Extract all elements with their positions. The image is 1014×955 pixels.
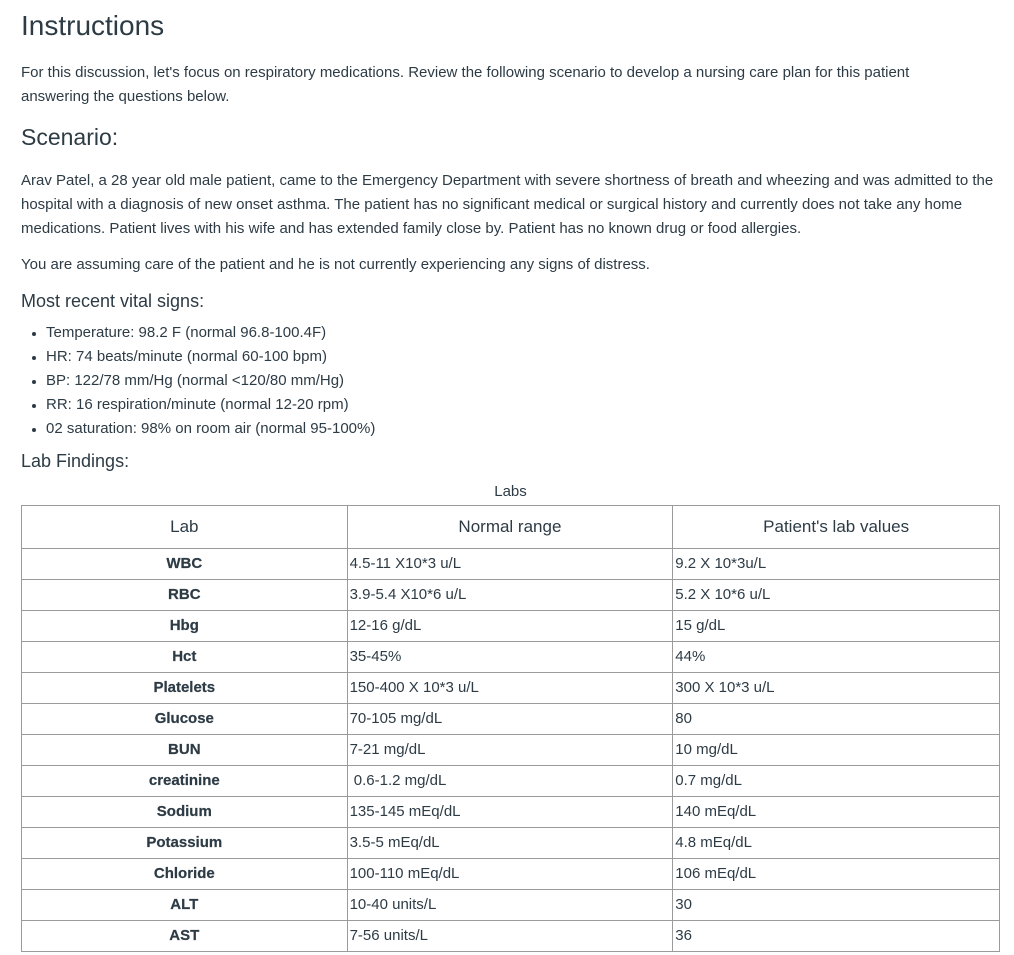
table-row	[22, 797, 1000, 828]
normal-range-cell: 100-110 mEq/dL	[347, 859, 673, 890]
lab-name-cell	[22, 642, 348, 673]
normal-range-cell: 12-16 g/dL	[347, 611, 673, 642]
lab-name-cell	[22, 549, 348, 580]
lab-name: Glucose	[154, 710, 214, 727]
vitals-list	[21, 321, 375, 441]
vital-item-o2-saturation: 02 saturation: 98% on room air (normal 95-100%)	[21, 417, 375, 441]
table-row	[22, 921, 1000, 952]
table-row	[22, 704, 1000, 735]
lab-name: Hbg	[169, 617, 199, 634]
assuming-care-paragraph: You are assuming care of the patient and he is not currently experiencing any signs of distress.	[21, 256, 650, 273]
patient-value-cell: 15 g/dL	[673, 611, 1000, 642]
patient-value-cell: 0.7 mg/dL	[673, 766, 1000, 797]
table-row	[22, 859, 1000, 890]
normal-range-cell: 135-145 mEq/dL	[347, 797, 673, 828]
normal-range-cell: 10-40 units/L	[347, 890, 673, 921]
normal-range-cell: 4.5-11 X10*3 u/L	[347, 549, 673, 580]
lab-name-cell	[22, 859, 348, 890]
patient-value-cell: 300 X 10*3 u/L	[673, 673, 1000, 704]
labs-table-body	[22, 549, 1000, 952]
table-row	[22, 549, 1000, 580]
lab-name-cell	[22, 890, 348, 921]
lab-name: Platelets	[153, 679, 216, 696]
column-header-patient-values: Patient's lab values	[673, 506, 1000, 549]
vital-item-heart-rate: HR: 74 beats/minute (normal 60-100 bpm)	[21, 345, 375, 369]
table-row	[22, 611, 1000, 642]
page-title: Instructions	[21, 10, 165, 41]
lab-name: Hct	[172, 648, 197, 665]
lab-name: Sodium	[156, 803, 212, 820]
lab-name-cell	[22, 766, 348, 797]
normal-range-cell: 7-21 mg/dL	[347, 735, 673, 766]
table-row	[22, 828, 1000, 859]
patient-value-cell: 36	[673, 921, 1000, 952]
lab-name: Chloride	[153, 865, 215, 882]
table-row	[22, 673, 1000, 704]
normal-range-cell: 70-105 mg/dL	[347, 704, 673, 735]
lab-findings-heading: Lab Findings:	[21, 451, 130, 471]
lab-name-cell	[22, 735, 348, 766]
table-caption: Labs	[494, 483, 527, 500]
table-row	[22, 766, 1000, 797]
lab-name-cell	[22, 611, 348, 642]
lab-name: BUN	[168, 741, 201, 758]
normal-range-cell: 150-400 X 10*3 u/L	[347, 673, 673, 704]
table-row	[22, 890, 1000, 921]
lab-name: ALT	[170, 896, 199, 913]
column-header-normal-range: Normal range	[347, 506, 673, 549]
lab-name-cell	[22, 580, 348, 611]
patient-value-cell: 30	[673, 890, 1000, 921]
normal-range-cell: 35-45%	[347, 642, 673, 673]
lab-name-cell	[22, 673, 348, 704]
intro-paragraph: For this discussion, let's focus on respiratory medications. Review the following scenario to develop a nursing care plan for this patient answering the questions below.	[21, 64, 910, 105]
lab-name: RBC	[168, 586, 201, 603]
patient-value-cell: 80	[673, 704, 1000, 735]
vital-item-blood-pressure: BP: 122/78 mm/Hg (normal <120/80 mm/Hg)	[21, 369, 375, 393]
scenario-heading: Scenario:	[21, 124, 119, 150]
patient-value-cell: 9.2 X 10*3u/L	[673, 549, 1000, 580]
patient-value-cell: 4.8 mEq/dL	[673, 828, 1000, 859]
labs-table	[21, 505, 1000, 952]
normal-range-cell: 0.6-1.2 mg/dL	[347, 766, 673, 797]
lab-name-cell	[22, 828, 348, 859]
lab-name-cell	[22, 704, 348, 735]
vital-item-temperature: Temperature: 98.2 F (normal 96.8-100.4F)	[21, 321, 375, 345]
patient-value-cell: 10 mg/dL	[673, 735, 1000, 766]
table-header-row	[22, 506, 1000, 549]
normal-range-cell: 7-56 units/L	[347, 921, 673, 952]
lab-name: AST	[169, 927, 200, 944]
vital-item-respiration-rate: RR: 16 respiration/minute (normal 12-20 rpm)	[21, 393, 375, 417]
patient-value-cell: 5.2 X 10*6 u/L	[673, 580, 1000, 611]
scenario-paragraph: Arav Patel, a 28 year old male patient, came to the Emergency Department with severe shortness of breath and wheezing and was admitted to the hospital with a diagnosis of new onset asthma. The patient has no significant medical or surgical history and currently does not take any home medications. Patient lives with his wife and has extended family close by. Patient has no known drug or food allergies.	[21, 172, 994, 237]
vitals-heading: Most recent vital signs:	[21, 291, 205, 311]
lab-name: WBC	[166, 555, 203, 572]
lab-name: Potassium	[146, 834, 223, 851]
column-header-lab: Lab	[22, 506, 348, 549]
normal-range-cell: 3.9-5.4 X10*6 u/L	[347, 580, 673, 611]
lab-name-cell	[22, 921, 348, 952]
table-row	[22, 735, 1000, 766]
patient-value-cell: 140 mEq/dL	[673, 797, 1000, 828]
patient-value-cell: 44%	[673, 642, 1000, 673]
lab-name-cell	[22, 797, 348, 828]
lab-name: creatinine	[148, 772, 220, 789]
table-row	[22, 642, 1000, 673]
patient-value-cell: 106 mEq/dL	[673, 859, 1000, 890]
normal-range-cell: 3.5-5 mEq/dL	[347, 828, 673, 859]
table-row	[22, 580, 1000, 611]
